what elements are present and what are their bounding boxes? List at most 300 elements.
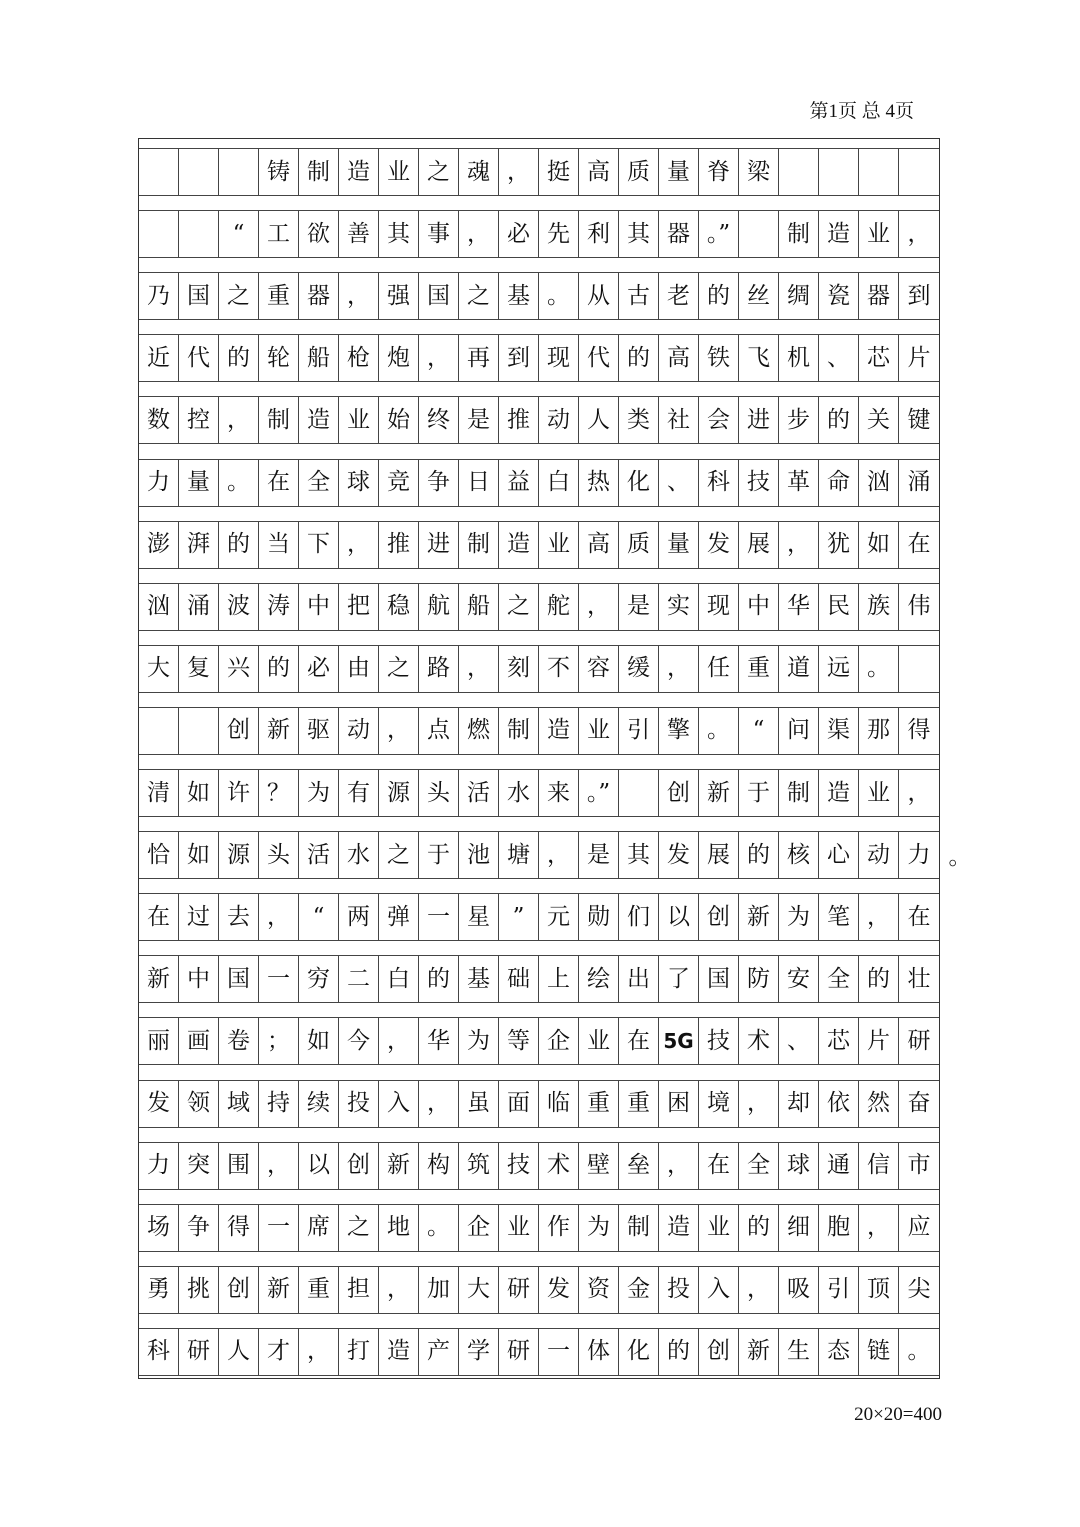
grid-cell: 人	[579, 397, 619, 443]
grid-cell: 工	[259, 211, 299, 257]
grid-cell: 绸	[779, 273, 819, 319]
grid-cell: 当	[259, 522, 299, 568]
grid-cell: 乃	[139, 273, 179, 319]
grid-cell: 才	[259, 1329, 299, 1375]
grid-cell: 地	[379, 1205, 419, 1251]
grid-cell: 革	[779, 460, 819, 506]
grid-row	[139, 955, 939, 1003]
grid-cell: 星	[459, 894, 499, 940]
grid-cell: 器	[859, 273, 899, 319]
grid-cell: 始	[379, 397, 419, 443]
grid-cell: 。	[219, 460, 259, 506]
grid-cell: 刻	[499, 646, 539, 692]
grid-cell	[179, 211, 219, 257]
grid-cell: 澎	[139, 522, 179, 568]
grid-cell: 科	[139, 1329, 179, 1375]
grid-row	[139, 1266, 939, 1314]
grid-cell: 高	[579, 149, 619, 195]
grid-cell: 重	[739, 646, 779, 692]
grid-cell: 器	[659, 211, 699, 257]
grid-cell: 再	[459, 335, 499, 381]
grid-cell: 新	[739, 1329, 779, 1375]
grid-cell: 许	[219, 770, 259, 816]
grid-cell: 质	[619, 522, 659, 568]
grid-cell: 化	[619, 1329, 659, 1375]
grid-cell: 新	[259, 708, 299, 754]
grid-cell: 构	[419, 1143, 459, 1189]
grid-row	[139, 1328, 939, 1376]
grid-cell: ，	[299, 1329, 339, 1375]
grid-cell: 船	[299, 335, 339, 381]
grid-cell: 的	[419, 956, 459, 1002]
grid-cell: 创	[219, 1267, 259, 1313]
grid-cell: 在	[139, 894, 179, 940]
grid-cell: 造	[659, 1205, 699, 1251]
grid-cell: 发	[699, 522, 739, 568]
grid-row	[139, 1080, 939, 1128]
grid-cell: 困	[659, 1081, 699, 1127]
grid-cell: 头	[419, 770, 459, 816]
grid-cell: 汹	[139, 584, 179, 630]
grid-cell: 丝	[739, 273, 779, 319]
grid-cell: 笔	[819, 894, 859, 940]
grid-cell: 发	[139, 1081, 179, 1127]
grid-cell: 恰	[139, 832, 179, 878]
page-number: 第1页 总 4页	[809, 101, 914, 122]
grid-cell: 有	[339, 770, 379, 816]
grid-cell: 新	[259, 1267, 299, 1313]
grid-cell: 社	[659, 397, 699, 443]
grid-cell: 造	[819, 211, 859, 257]
grid-cell: 创	[339, 1143, 379, 1189]
grid-cell: 航	[419, 584, 459, 630]
grid-cell: 来	[539, 770, 579, 816]
grid-cell: 枪	[339, 335, 379, 381]
grid-cell: 犹	[819, 522, 859, 568]
grid-cell: 终	[419, 397, 459, 443]
grid-cell: 远	[819, 646, 859, 692]
grid-cell: 、	[819, 335, 859, 381]
grid-cell: 之	[379, 646, 419, 692]
grid-cell	[899, 149, 939, 195]
grid-row	[139, 645, 939, 693]
grid-cell: 魂	[459, 149, 499, 195]
grid-cell: 涌	[907, 469, 931, 495]
grid-cell: 尖	[907, 1276, 931, 1303]
grid-cell: 如	[179, 832, 219, 878]
grid-cell: 重	[619, 1081, 659, 1127]
grid-cell: ，	[739, 1081, 779, 1127]
grid-cell: 利	[579, 211, 619, 257]
grid-row	[139, 210, 939, 258]
grid-cell	[739, 211, 779, 257]
grid-cell: 中	[299, 584, 339, 630]
grid-cell: 造	[499, 522, 539, 568]
grid-cell: 动	[339, 708, 379, 754]
grid-cell: 芯	[859, 335, 899, 381]
grid-row	[139, 769, 939, 817]
grid-cell: 的	[739, 832, 779, 878]
grid-cell: 业	[859, 770, 899, 816]
grid-cell: 中	[179, 956, 219, 1002]
grid-cell: 研	[499, 1329, 539, 1375]
grid-cell: “	[739, 708, 779, 754]
grid-cell: 们	[619, 894, 659, 940]
grid-cell: 缓	[619, 646, 659, 692]
grid-row	[139, 1204, 939, 1252]
grid-cell	[819, 149, 859, 195]
grid-cell: 下	[299, 522, 339, 568]
grid-cell: 学	[459, 1329, 499, 1375]
grid-cell: 企	[459, 1205, 499, 1251]
grid-cell: ，	[907, 220, 931, 247]
grid-cell: 活	[299, 832, 339, 878]
grid-cell: 争	[419, 460, 459, 506]
grid-cell: 制	[779, 770, 819, 816]
grid-cell: 创	[219, 708, 259, 754]
grid-row	[139, 893, 939, 941]
grid-cell: 制	[779, 211, 819, 257]
grid-cell: 了	[659, 956, 699, 1002]
grid-cell: 引	[619, 708, 659, 754]
grid-cell: 键	[907, 406, 931, 433]
grid-cell: 欲	[299, 211, 339, 257]
grid-cell: ，	[339, 273, 379, 319]
grid-cell: 依	[819, 1081, 859, 1127]
grid-cell: 兴	[219, 646, 259, 692]
grid-cell: 创	[659, 770, 699, 816]
grid-cell: 现	[539, 335, 579, 381]
grid-cell: 今	[339, 1018, 379, 1064]
grid-cell: 把	[339, 584, 379, 630]
grid-cell: ，	[579, 584, 619, 630]
grid-cell: 于	[419, 832, 459, 878]
grid-cell: 基	[459, 956, 499, 1002]
grid-cell: 源	[219, 832, 259, 878]
grid-cell: ，	[379, 1018, 419, 1064]
grid-cell: 壁	[579, 1143, 619, 1189]
grid-cell: 新	[699, 770, 739, 816]
grid-cell: 国	[179, 273, 219, 319]
grid-cell: 飞	[739, 335, 779, 381]
grid-cell: ，	[379, 1267, 419, 1313]
grid-row	[139, 1017, 939, 1065]
grid-cell: ，	[739, 1267, 779, 1313]
grid-cell: 如	[859, 522, 899, 568]
grid-cell: 伟	[907, 593, 931, 620]
grid-cell: 术	[539, 1143, 579, 1189]
grid-cell: 过	[179, 894, 219, 940]
grid-cell: 由	[339, 646, 379, 692]
grid-cell: 安	[779, 956, 819, 1002]
grid-cell: 必	[299, 646, 339, 692]
grid-cell: 源	[379, 770, 419, 816]
grid-cell: 创	[699, 1329, 739, 1375]
grid-cell: 步	[779, 397, 819, 443]
grid-cell: 创	[699, 894, 739, 940]
grid-cell: 国	[419, 273, 459, 319]
grid-cell: 量	[659, 149, 699, 195]
grid-cell: 造	[819, 770, 859, 816]
grid-cell: 体	[579, 1329, 619, 1375]
grid-row	[139, 334, 939, 382]
grid-cell: ，	[379, 708, 419, 754]
grid-row	[139, 831, 939, 879]
grid-cell: 去	[219, 894, 259, 940]
grid-cell: 市	[907, 1152, 931, 1179]
grid-cell: 业	[539, 522, 579, 568]
grid-cell: 梁	[739, 149, 779, 195]
grid-cell: 水	[339, 832, 379, 878]
grid-cell: 近	[139, 335, 179, 381]
grid-cell: 那	[859, 708, 899, 754]
grid-cell: 道	[779, 646, 819, 692]
grid-cell: 重	[579, 1081, 619, 1127]
grid-cell: 垒	[619, 1143, 659, 1189]
grid-cell: 一	[259, 1205, 299, 1251]
grid-cell: 之	[419, 149, 459, 195]
grid-cell: 全	[819, 956, 859, 1002]
grid-cell: 奋	[907, 1090, 931, 1116]
grid-cell: 其	[379, 211, 419, 257]
grid-cell: 重	[259, 273, 299, 319]
grid-cell: 弹	[379, 894, 419, 940]
grid-cell: 池	[459, 832, 499, 878]
grid-cell: 炮	[379, 335, 419, 381]
grid-cell: 进	[739, 397, 779, 443]
grid-cell: 舵	[539, 584, 579, 630]
grid-cell	[899, 646, 939, 692]
grid-row	[139, 583, 939, 631]
grid-cell: 在	[619, 1018, 659, 1064]
grid-cell: 中	[739, 584, 779, 630]
grid-row	[139, 707, 939, 755]
grid-cell	[139, 211, 179, 257]
grid-cell: 老	[659, 273, 699, 319]
grid-cell: 汹	[859, 460, 899, 506]
grid-cell: 高	[579, 522, 619, 568]
grid-cell: 路	[419, 646, 459, 692]
grid-cell: 瓷	[819, 273, 859, 319]
grid-cell: ，	[459, 211, 499, 257]
grid-cell: 技	[499, 1143, 539, 1189]
grid-cell: 机	[779, 335, 819, 381]
grid-cell: 人	[219, 1329, 259, 1375]
grid-cell: 胞	[819, 1205, 859, 1251]
grid-cell: 水	[499, 770, 539, 816]
grid-cell: 展	[699, 832, 739, 878]
grid-cell: 质	[619, 149, 659, 195]
grid-cell: 波	[219, 584, 259, 630]
grid-cell: 量	[659, 522, 699, 568]
grid-cell: 域	[219, 1081, 259, 1127]
grid-cell: 制	[459, 522, 499, 568]
grid-cell: 之	[499, 584, 539, 630]
grid-cell: 。	[419, 1205, 459, 1251]
grid-cell: 类	[619, 397, 659, 443]
grid-row	[139, 396, 939, 444]
grid-cell: 资	[579, 1267, 619, 1313]
grid-cell: ，	[539, 832, 579, 878]
grid-cell: 打	[339, 1329, 379, 1375]
grid-cell: 为	[779, 894, 819, 940]
grid-cell: 。”	[699, 211, 739, 257]
grid-cell: 造	[339, 149, 379, 195]
grid-cell: 是	[459, 397, 499, 443]
grid-cell: “	[219, 211, 259, 257]
grid-cell: 围	[219, 1143, 259, 1189]
grid-cell: 日	[459, 460, 499, 506]
grid-cell: 作	[539, 1205, 579, 1251]
grid-cell: ，	[259, 894, 299, 940]
grid-cell: 引	[819, 1267, 859, 1313]
grid-cell: 造	[539, 708, 579, 754]
grid-cell: 应	[907, 1214, 931, 1241]
grid-total-count: 20×20=400	[854, 1404, 942, 1425]
grid-cell: 技	[739, 460, 779, 506]
grid-cell: 科	[699, 460, 739, 506]
grid-cell: 高	[659, 335, 699, 381]
grid-cell: 持	[259, 1081, 299, 1127]
grid-cell	[179, 149, 219, 195]
grid-cell: 稳	[379, 584, 419, 630]
grid-cell: 技	[699, 1018, 739, 1064]
grid-cell: ？	[259, 770, 299, 816]
grid-cell: 球	[779, 1143, 819, 1189]
grid-cell: 动	[859, 832, 899, 878]
grid-cell: 新	[739, 894, 779, 940]
grid-cell: 加	[419, 1267, 459, 1313]
grid-cell: 业	[499, 1205, 539, 1251]
grid-cell: 之	[339, 1205, 379, 1251]
grid-cell: 造	[379, 1329, 419, 1375]
grid-cell: 。	[907, 1338, 931, 1365]
grid-cell: 脊	[699, 149, 739, 195]
grid-cell: 命	[819, 460, 859, 506]
grid-cell: 控	[179, 397, 219, 443]
grid-cell: 突	[179, 1143, 219, 1189]
grid-cell: 细	[779, 1205, 819, 1251]
grid-cell: 研	[499, 1267, 539, 1313]
grid-cell: 大	[139, 646, 179, 692]
grid-cell: 、	[659, 460, 699, 506]
grid-cell: 入	[379, 1081, 419, 1127]
grid-cell: 实	[659, 584, 699, 630]
grid-cell: 等	[499, 1018, 539, 1064]
grid-cell: 发	[659, 832, 699, 878]
grid-cell: 出	[619, 956, 659, 1002]
grid-cell: 的	[739, 1205, 779, 1251]
grid-cell: 担	[339, 1267, 379, 1313]
grid-cell: 问	[779, 708, 819, 754]
grid-cell: 在	[907, 531, 931, 558]
grid-cell: 业	[379, 149, 419, 195]
grid-cell: 驱	[299, 708, 339, 754]
grid-cell: 得	[219, 1205, 259, 1251]
grid-cell: 为	[299, 770, 339, 816]
grid-cell: ，	[339, 522, 379, 568]
grid-cell: 轮	[259, 335, 299, 381]
grid-cell: 为	[459, 1018, 499, 1064]
grid-cell: 白	[539, 460, 579, 506]
grid-cell: 芯	[819, 1018, 859, 1064]
grid-cell: ，	[219, 397, 259, 443]
grid-cell: 发	[539, 1267, 579, 1313]
grid-cell: 国	[219, 956, 259, 1002]
grid-cell: 清	[139, 770, 179, 816]
grid-cell: 绘	[579, 956, 619, 1002]
grid-cell: 力	[139, 460, 179, 506]
grid-cell: 筑	[459, 1143, 499, 1189]
grid-cell: 到	[907, 282, 931, 309]
grid-cell: 的	[259, 646, 299, 692]
grid-cell: 场	[139, 1205, 179, 1251]
grid-cell: 两	[339, 894, 379, 940]
grid-cell: 。	[859, 646, 899, 692]
grid-cell: 勇	[139, 1267, 179, 1313]
grid-cell: 擎	[659, 708, 699, 754]
grid-cell: 其	[619, 832, 659, 878]
grid-cell: 防	[739, 956, 779, 1002]
grid-cell: 华	[779, 584, 819, 630]
grid-cell: ，	[659, 646, 699, 692]
grid-cell: ，	[459, 646, 499, 692]
grid-cell: ；	[259, 1018, 299, 1064]
grid-cell: 投	[339, 1081, 379, 1127]
grid-cell: ，	[419, 1081, 459, 1127]
grid-cell: 顶	[859, 1267, 899, 1313]
grid-cell: 点	[419, 708, 459, 754]
grid-cell: 业	[859, 211, 899, 257]
grid-cell: 容	[579, 646, 619, 692]
grid-cell: 的	[859, 956, 899, 1002]
grid-cell: 的	[219, 335, 259, 381]
grid-cell: 得	[907, 717, 931, 744]
grid-cell: 必	[499, 211, 539, 257]
grid-cell	[619, 770, 659, 816]
grid-row	[139, 272, 939, 320]
grid-cell: 础	[499, 956, 539, 1002]
grid-cell: 的	[819, 397, 859, 443]
grid-cell: 强	[379, 273, 419, 319]
grid-cell: 研	[179, 1329, 219, 1375]
grid-cell: 如	[179, 770, 219, 816]
grid-row	[139, 148, 939, 196]
grid-cell: 不	[539, 646, 579, 692]
grid-cell: 链	[859, 1329, 899, 1375]
grid-cell: 新	[379, 1143, 419, 1189]
grid-cell: 制	[299, 149, 339, 195]
grid-cell: 以	[659, 894, 699, 940]
grid-cell: 却	[779, 1081, 819, 1127]
grid-cell: 吸	[779, 1267, 819, 1313]
grid-cell: 涛	[259, 584, 299, 630]
grid-cell: 渠	[819, 708, 859, 754]
grid-cell: 然	[859, 1081, 899, 1127]
grid-cell: 铁	[699, 335, 739, 381]
grid-cell: 代	[579, 335, 619, 381]
grid-cell: 之	[379, 832, 419, 878]
grid-cell: 造	[299, 397, 339, 443]
grid-cell: 制	[619, 1205, 659, 1251]
grid-cell: 挑	[179, 1267, 219, 1313]
grid-cell: 推	[379, 522, 419, 568]
grid-cell: 。”	[579, 770, 619, 816]
grid-cell: 业	[579, 1018, 619, 1064]
grid-cell: 器	[299, 273, 339, 319]
grid-cell: 5G	[659, 1018, 699, 1064]
grid-cell: 先	[539, 211, 579, 257]
